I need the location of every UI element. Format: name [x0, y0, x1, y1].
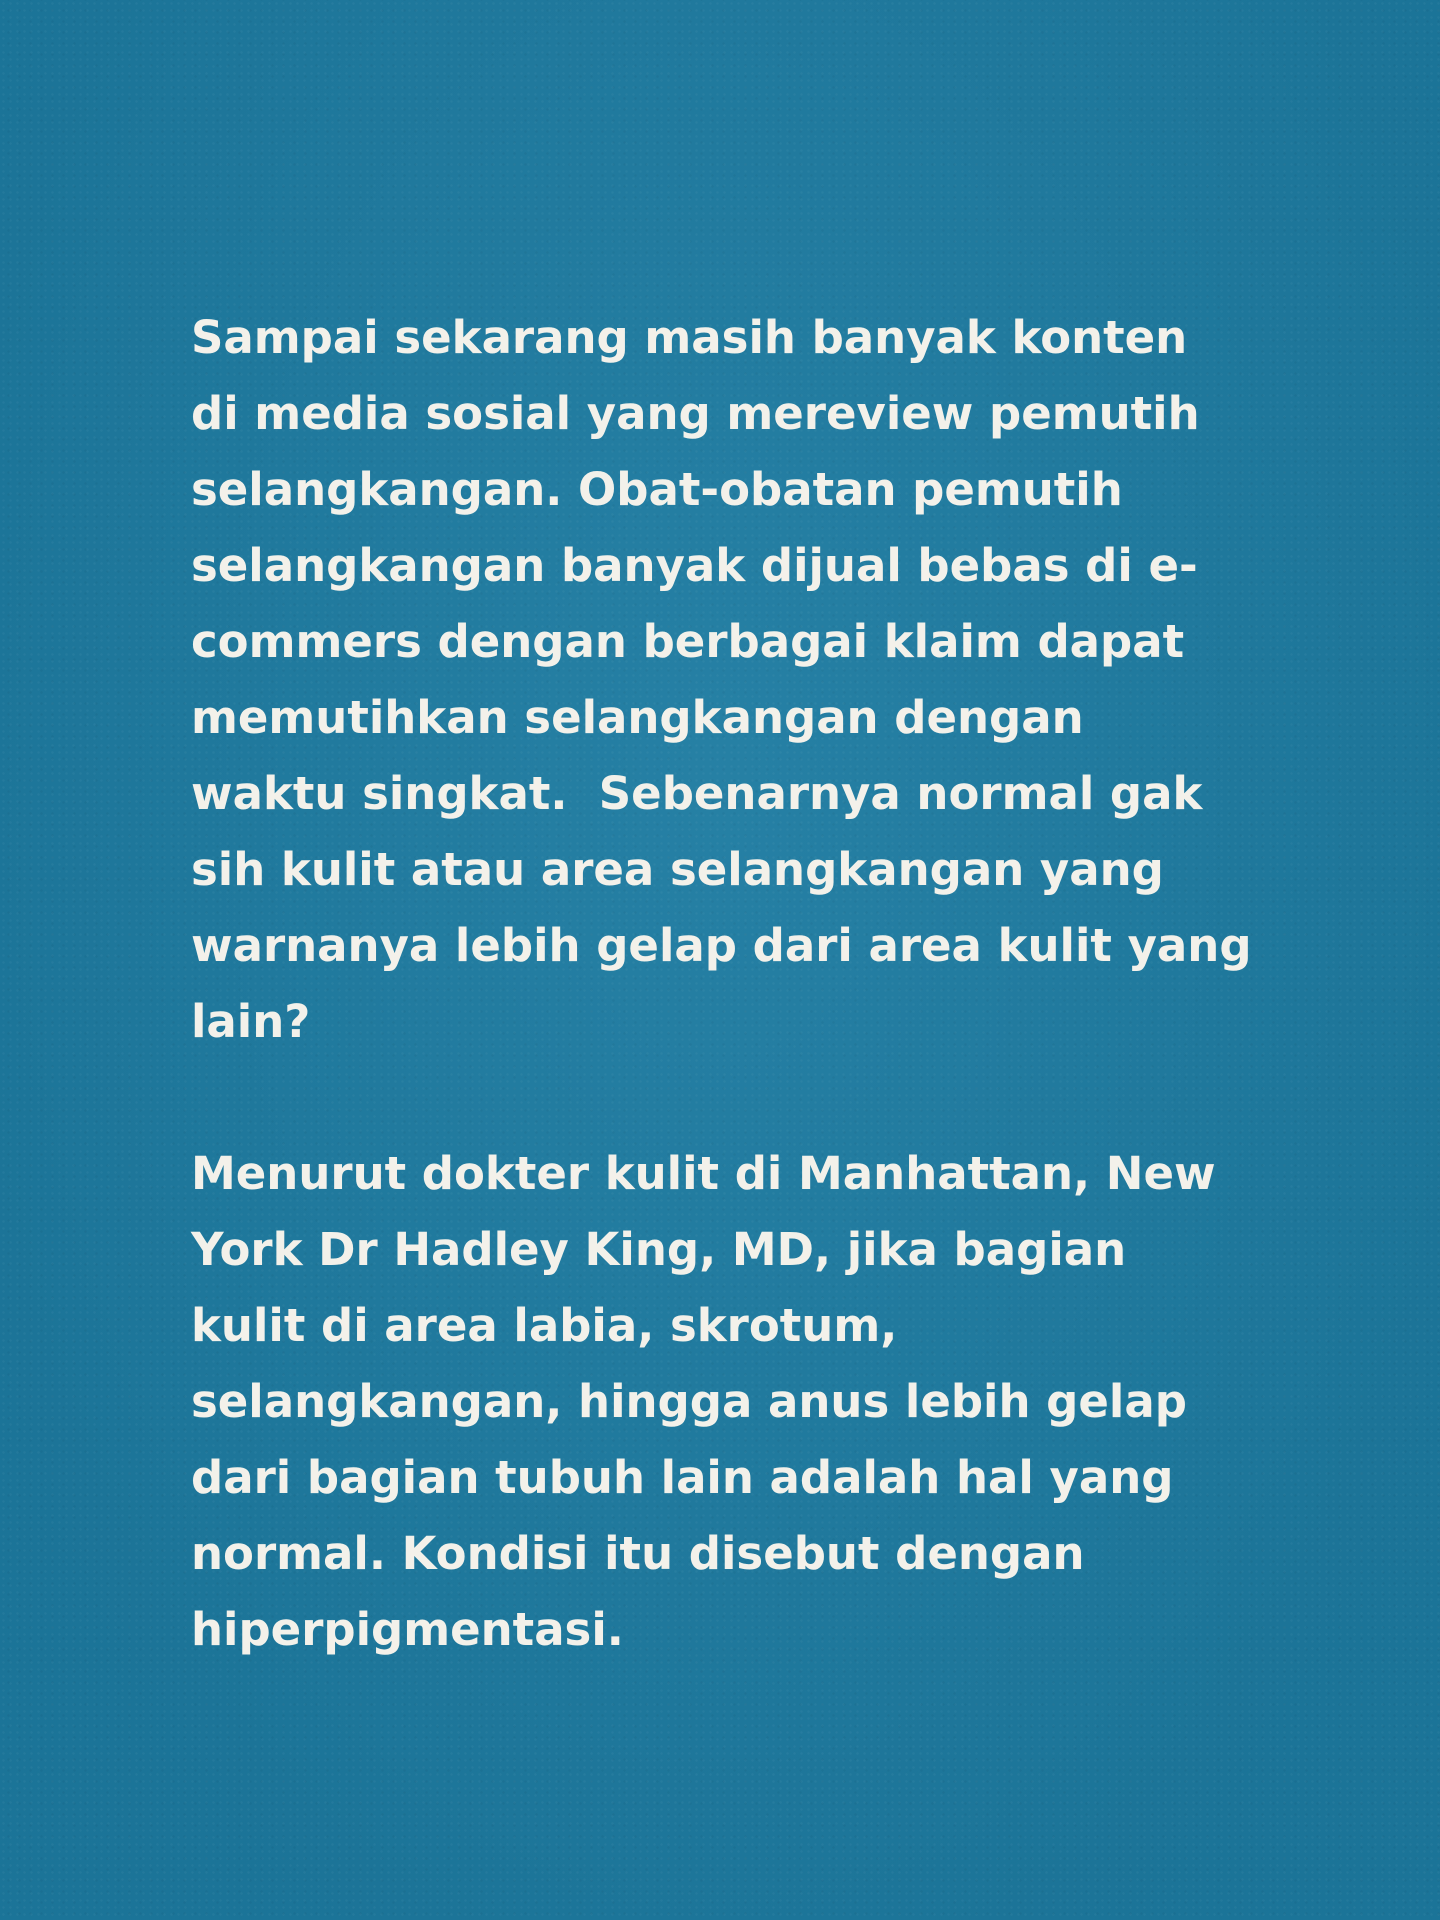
text-line: warnanya lebih gelap dari area kulit yang — [191, 919, 1252, 972]
text-line: memutihkan selangkangan dengan — [191, 691, 1084, 744]
text-line: waktu singkat. Sebenarnya normal gak — [191, 767, 1203, 820]
body-text — [191, 300, 1311, 1668]
text-line: selangkangan, hingga anus lebih gelap — [191, 1375, 1187, 1428]
text-line: Menurut dokter kulit di Manhattan, New — [191, 1147, 1216, 1200]
paragraph-2 — [191, 1136, 1311, 1668]
paragraph-1 — [191, 300, 1311, 1060]
text-line: di media sosial yang mereview pemutih — [191, 387, 1200, 440]
text-line: commers dengan berbagai klaim dapat — [191, 615, 1185, 668]
text-line: dari bagian tubuh lain adalah hal yang — [191, 1451, 1174, 1504]
text-line: selangkangan banyak dijual bebas di e- — [191, 539, 1198, 592]
text-line: York Dr Hadley King, MD, jika bagian — [191, 1223, 1127, 1276]
text-line: kulit di area labia, skrotum, — [191, 1299, 898, 1352]
paragraph-gap — [191, 1060, 1311, 1136]
text-line: normal. Kondisi itu disebut dengan — [191, 1527, 1085, 1580]
text-line: selangkangan. Obat-obatan pemutih — [191, 463, 1123, 516]
text-line: hiperpigmentasi. — [191, 1603, 624, 1656]
text-line: lain? — [191, 995, 311, 1048]
text-line: Sampai sekarang masih banyak konten — [191, 311, 1188, 364]
text-line: sih kulit atau area selangkangan yang — [191, 843, 1164, 896]
